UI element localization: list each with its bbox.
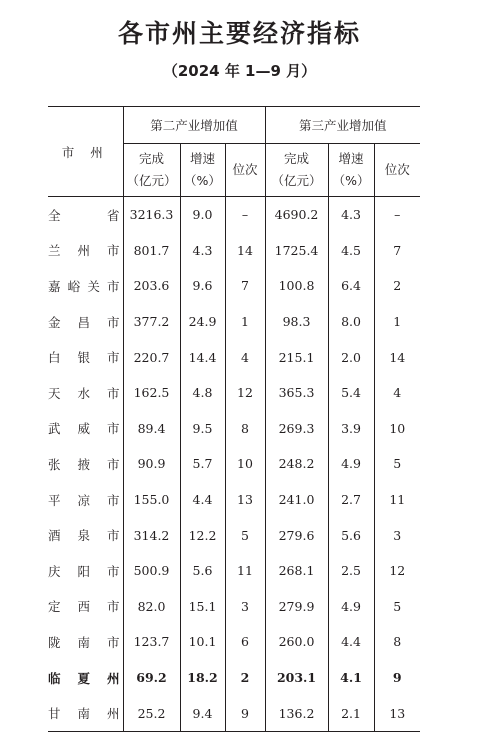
table-row <box>48 660 420 696</box>
tertiary-growth-cell: 5.6 <box>328 517 374 553</box>
secondary-complete-cell: 82.0 <box>123 589 180 625</box>
table-body <box>48 197 420 732</box>
tertiary-complete-cell: 365.3 <box>265 375 328 411</box>
tertiary-rank-cell: 5 <box>374 589 420 625</box>
tertiary-growth-cell: 4.4 <box>328 624 374 660</box>
tertiary-rank-cell: 2 <box>374 268 420 304</box>
secondary-complete-cell: 162.5 <box>123 375 180 411</box>
tertiary-rank-cell: 3 <box>374 517 420 553</box>
secondary-growth-cell: 18.2 <box>180 660 225 696</box>
tertiary-complete-cell: 100.8 <box>265 268 328 304</box>
secondary-rank-cell: – <box>225 197 265 233</box>
secondary-rank-cell: 14 <box>225 233 265 269</box>
secondary-complete-header: 完成 （亿元） <box>123 144 180 197</box>
table-row <box>48 411 420 447</box>
secondary-rank-cell: 10 <box>225 446 265 482</box>
secondary-rank-cell: 11 <box>225 553 265 589</box>
table-row <box>48 375 420 411</box>
city-cell: 嘉峪关市 <box>48 278 123 294</box>
tertiary-growth-cell: 2.5 <box>328 553 374 589</box>
city-cell: 陇南市 <box>48 634 123 650</box>
secondary-complete-cell: 203.6 <box>123 268 180 304</box>
secondary-rank-cell: 9 <box>225 695 265 731</box>
secondary-rank-cell: 4 <box>225 339 265 375</box>
secondary-complete-cell: 25.2 <box>123 695 180 731</box>
secondary-complete-cell: 89.4 <box>123 411 180 447</box>
tertiary-rank-cell: 8 <box>374 624 420 660</box>
tertiary-complete-cell: 260.0 <box>265 624 328 660</box>
secondary-complete-cell: 69.2 <box>123 660 180 696</box>
secondary-rank-cell: 1 <box>225 304 265 340</box>
tertiary-growth-cell: 3.9 <box>328 411 374 447</box>
city-cell: 甘南州 <box>48 695 123 731</box>
table-row <box>48 446 420 482</box>
secondary-complete-cell: 377.2 <box>123 304 180 340</box>
tertiary-growth-cell: 4.5 <box>328 233 374 269</box>
tertiary-rank-cell: 1 <box>374 304 420 340</box>
tertiary-rank-cell: 7 <box>374 233 420 269</box>
secondary-rank-cell: 3 <box>225 589 265 625</box>
secondary-complete-cell: 3216.3 <box>123 197 180 233</box>
tertiary-complete-cell: 279.6 <box>265 517 328 553</box>
table-row <box>48 695 420 731</box>
tertiary-industry-header: 第三产业增加值 <box>265 107 420 144</box>
tertiary-rank-cell: – <box>374 197 420 233</box>
table-row <box>48 589 420 625</box>
secondary-growth-cell: 4.8 <box>180 375 225 411</box>
tertiary-rank-cell: 9 <box>374 660 420 696</box>
table-row <box>48 233 420 269</box>
tertiary-complete-cell: 269.3 <box>265 411 328 447</box>
tertiary-growth-cell: 2.0 <box>328 339 374 375</box>
tertiary-complete-header: 完成 （亿元） <box>265 144 328 197</box>
city-cell: 金昌市 <box>48 314 123 330</box>
city-cell: 武威市 <box>48 421 123 437</box>
tertiary-growth-cell: 6.4 <box>328 268 374 304</box>
secondary-rank-cell: 8 <box>225 411 265 447</box>
table-row <box>48 517 420 553</box>
secondary-rank-cell: 13 <box>225 482 265 518</box>
city-cell: 定西市 <box>48 599 123 615</box>
tertiary-complete-cell: 136.2 <box>265 695 328 731</box>
table-row <box>48 482 420 518</box>
city-cell: 临夏州 <box>48 670 123 686</box>
secondary-complete-cell: 314.2 <box>123 517 180 553</box>
secondary-growth-cell: 9.5 <box>180 411 225 447</box>
secondary-industry-header: 第二产业增加值 <box>123 107 265 144</box>
city-column-header: 市 州 <box>48 107 123 197</box>
table-row <box>48 197 420 233</box>
secondary-growth-cell: 12.2 <box>180 517 225 553</box>
secondary-rank-cell: 12 <box>225 375 265 411</box>
secondary-growth-cell: 4.3 <box>180 233 225 269</box>
tertiary-growth-cell: 4.1 <box>328 660 374 696</box>
secondary-growth-cell: 4.4 <box>180 482 225 518</box>
table-row <box>48 339 420 375</box>
secondary-complete-cell: 90.9 <box>123 446 180 482</box>
tertiary-complete-cell: 98.3 <box>265 304 328 340</box>
secondary-rank-cell: 7 <box>225 268 265 304</box>
tertiary-complete-cell: 203.1 <box>265 660 328 696</box>
secondary-growth-cell: 24.9 <box>180 304 225 340</box>
secondary-complete-cell: 220.7 <box>123 339 180 375</box>
table-row <box>48 268 420 304</box>
city-cell: 天水市 <box>48 385 123 401</box>
table-row <box>48 624 420 660</box>
tertiary-rank-header: 位次 <box>374 144 420 197</box>
secondary-growth-cell: 14.4 <box>180 339 225 375</box>
secondary-growth-cell: 15.1 <box>180 589 225 625</box>
secondary-growth-cell: 5.7 <box>180 446 225 482</box>
tertiary-complete-cell: 4690.2 <box>265 197 328 233</box>
secondary-rank-cell: 2 <box>225 660 265 696</box>
city-cell: 全省 <box>48 207 123 223</box>
secondary-rank-cell: 5 <box>225 517 265 553</box>
tertiary-complete-cell: 248.2 <box>265 446 328 482</box>
table-row <box>48 304 420 340</box>
tertiary-growth-cell: 5.4 <box>328 375 374 411</box>
page-title: 各市州主要经济指标 <box>117 19 361 48</box>
secondary-growth-cell: 5.6 <box>180 553 225 589</box>
tertiary-growth-cell: 4.9 <box>328 446 374 482</box>
tertiary-rank-cell: 14 <box>374 339 420 375</box>
tertiary-rank-cell: 11 <box>374 482 420 518</box>
tertiary-complete-cell: 268.1 <box>265 553 328 589</box>
city-cell: 兰州市 <box>48 243 123 259</box>
secondary-complete-cell: 500.9 <box>123 553 180 589</box>
page-subtitle: （2024 年 1—9 月） <box>162 62 317 80</box>
tertiary-growth-cell: 2.1 <box>328 695 374 731</box>
tertiary-rank-cell: 5 <box>374 446 420 482</box>
tertiary-complete-cell: 1725.4 <box>265 233 328 269</box>
tertiary-complete-cell: 241.0 <box>265 482 328 518</box>
secondary-growth-cell: 9.4 <box>180 695 225 731</box>
tertiary-rank-cell: 13 <box>374 695 420 731</box>
tertiary-complete-cell: 215.1 <box>265 339 328 375</box>
tertiary-growth-cell: 4.3 <box>328 197 374 233</box>
city-cell: 庆阳市 <box>48 563 123 579</box>
tertiary-rank-cell: 10 <box>374 411 420 447</box>
secondary-complete-cell: 801.7 <box>123 233 180 269</box>
city-cell: 白银市 <box>48 350 123 366</box>
secondary-growth-cell: 9.0 <box>180 197 225 233</box>
secondary-complete-cell: 155.0 <box>123 482 180 518</box>
secondary-complete-cell: 123.7 <box>123 624 180 660</box>
city-cell: 酒泉市 <box>48 528 123 544</box>
secondary-rank-header: 位次 <box>225 144 265 197</box>
table-row <box>48 553 420 589</box>
tertiary-growth-header: 增速 （%） <box>328 144 374 197</box>
secondary-rank-cell: 6 <box>225 624 265 660</box>
tertiary-growth-cell: 8.0 <box>328 304 374 340</box>
city-cell: 张掖市 <box>48 456 123 472</box>
tertiary-growth-cell: 2.7 <box>328 482 374 518</box>
tertiary-rank-cell: 4 <box>374 375 420 411</box>
secondary-growth-cell: 9.6 <box>180 268 225 304</box>
secondary-growth-cell: 10.1 <box>180 624 225 660</box>
tertiary-complete-cell: 279.9 <box>265 589 328 625</box>
tertiary-rank-cell: 12 <box>374 553 420 589</box>
secondary-growth-header: 增速 （%） <box>180 144 225 197</box>
city-cell: 平凉市 <box>48 492 123 508</box>
tertiary-growth-cell: 4.9 <box>328 589 374 625</box>
indicator-table <box>48 106 420 732</box>
